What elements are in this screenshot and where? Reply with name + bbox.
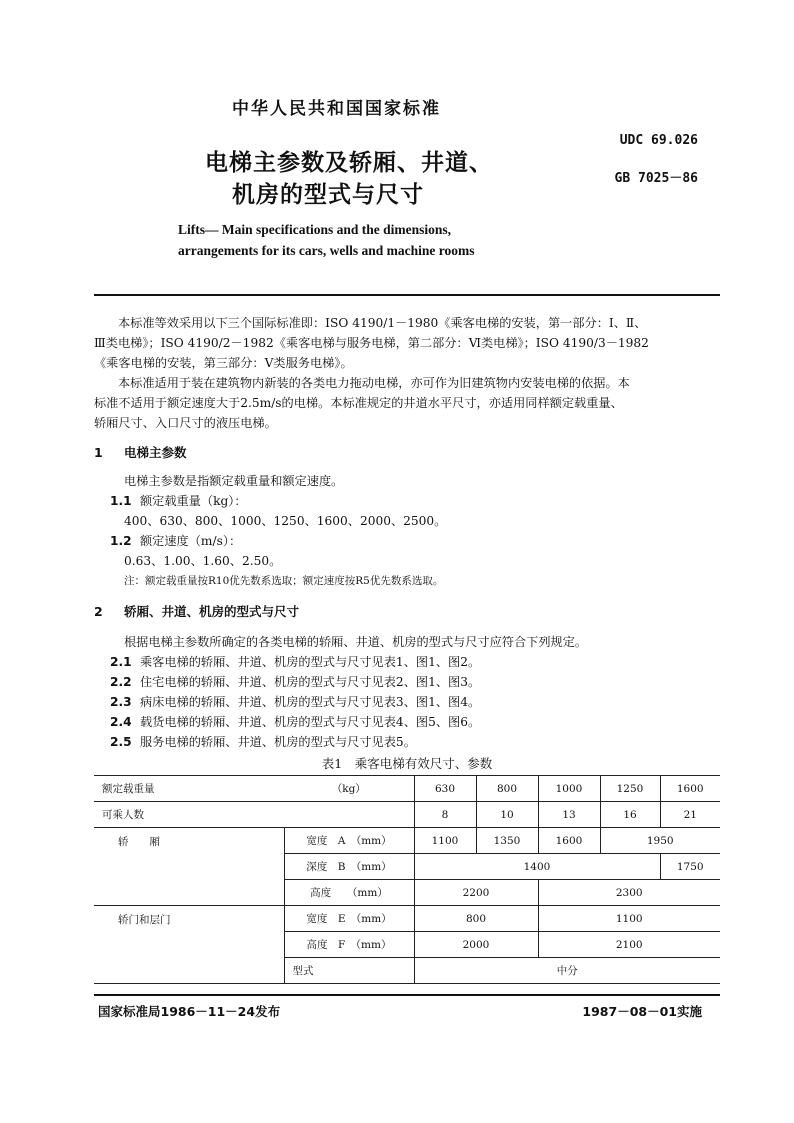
table-cell: 10	[476, 802, 538, 828]
list-item	[94, 652, 720, 672]
intro-line: 轿厢尺寸、入口尺寸的液压电梯。	[94, 416, 277, 430]
issued-date: 国家标准局1986－11－24发布	[98, 1004, 281, 1019]
subsection-title: 额定载重量（kg）：	[140, 494, 247, 508]
subsection-number: 1.1	[110, 494, 132, 508]
cell-unit: （kg）	[284, 776, 414, 802]
table-1-caption: 表1 乘客电梯有效尺寸、参数	[321, 756, 493, 771]
table-cell: 1350	[476, 828, 538, 854]
table-cell: 1100	[538, 906, 720, 932]
section-title: 电梯主参数	[124, 445, 187, 460]
list-item	[94, 712, 720, 732]
item-number: 2.5	[110, 735, 132, 749]
table-cell: 2000	[414, 932, 538, 958]
item-number: 2.1	[110, 655, 132, 669]
list-item	[94, 672, 720, 692]
subsection-number: 1.2	[110, 534, 132, 548]
header-rule	[94, 294, 720, 296]
table-cell: 中分	[414, 958, 720, 984]
item-text: 乘客电梯的轿厢、井道、机房的型式与尺寸见表1、图1、图2。	[140, 655, 481, 669]
section-title: 轿厢、井道、机房的型式与尺寸	[124, 604, 300, 619]
item-number: 2.3	[110, 695, 132, 709]
intro-line: Ⅲ类电梯》；ISO 4190/2－1982《乘客电梯与服务电梯，第二部分：Ⅵ类电梯》；ISO 4190/3－1982	[94, 336, 649, 350]
table-cell: 16	[600, 802, 660, 828]
table-cell: 2300	[538, 880, 720, 906]
section-number: 2	[94, 604, 103, 619]
table-cell: 1750	[660, 854, 720, 880]
section-1-heading	[94, 443, 720, 463]
table-row	[94, 802, 720, 828]
table-cell: 1400	[414, 854, 660, 880]
subsection-title: 额定速度（m/s）：	[140, 534, 242, 548]
title-line-2: 机房的型式与尺寸	[232, 182, 424, 208]
table-cell: 1950	[600, 828, 720, 854]
english-title-line-2: arrangements for its cars, wells and machine rooms	[178, 243, 475, 258]
section-2-heading	[94, 602, 720, 622]
item-text: 病床电梯的轿厢、井道、机房的型式与尺寸见表3、图1、图4。	[140, 695, 481, 709]
cell-label: 宽度 A （mm）	[284, 828, 414, 854]
item-text: 服务电梯的轿厢、井道、机房的型式与尺寸见表5。	[140, 735, 416, 749]
gb-code: GB 7025－86	[614, 171, 698, 186]
item-number: 2.2	[110, 675, 132, 689]
table-cell: 630	[414, 776, 476, 802]
table-cell: 800	[414, 906, 538, 932]
table-cell: 21	[660, 802, 720, 828]
item-text: 载货电梯的轿厢、井道、机房的型式与尺寸见表4、图5、图6。	[140, 715, 481, 729]
table-cell: 2200	[414, 880, 538, 906]
list-item	[94, 692, 720, 712]
english-title-line-1: Lifts— Main specifications and the dimensions,	[178, 222, 452, 237]
section-1-note: 注：额定载重量按R10优先数系选取；额定速度按R5优先数系选取。	[124, 575, 444, 587]
intro-line: 标准不适用于额定速度大于2.5m/s的电梯。本标准规定的井道水平尺寸，亦适用同样额定载重量、	[94, 396, 623, 410]
udc-code: UDC 69.026	[619, 133, 698, 148]
cell-group-label: 轿门和层门	[94, 906, 284, 984]
table-cell: 13	[538, 802, 600, 828]
intro-line: 《乘客电梯的安装，第三部分：Ⅴ类服务电梯》。	[94, 356, 353, 370]
intro-line: 本标准等效采用以下三个国际标准即：ISO 4190/1－1980《乘客电梯的安装，第一部分：Ⅰ、Ⅱ、	[118, 316, 647, 330]
cell-label: 高度 （mm）	[284, 880, 414, 906]
cell-label: 高度 F （mm）	[284, 932, 414, 958]
cell-label: 额定载重量	[94, 776, 284, 802]
table-cell: 1000	[538, 776, 600, 802]
table-row	[94, 828, 720, 854]
cell-label: 宽度 E （mm）	[284, 906, 414, 932]
table-row	[94, 906, 720, 932]
table-cell: 1250	[600, 776, 660, 802]
table-1	[94, 775, 720, 984]
section-number: 1	[94, 445, 103, 460]
issuing-country-standard-header: 中华人民共和国国家标准	[232, 99, 441, 119]
table-cell: 1100	[414, 828, 476, 854]
table-row	[94, 776, 720, 802]
cell-label: 可乘人数	[94, 802, 414, 828]
cell-label: 深度 B （mm）	[284, 854, 414, 880]
cell-label: 型式	[284, 958, 414, 984]
subsection-1-2	[94, 531, 720, 551]
section-2-text: 根据电梯主参数所确定的各类电梯的轿厢、井道、机房的型式与尺寸应符合下列规定。	[124, 635, 588, 649]
table-cell: 2100	[538, 932, 720, 958]
table-cell: 8	[414, 802, 476, 828]
table-cell: 1600	[538, 828, 600, 854]
intro	[94, 313, 720, 433]
subsection-1-1	[94, 491, 720, 511]
item-text: 住宅电梯的轿厢、井道、机房的型式与尺寸见表2、图1、图3。	[140, 675, 481, 689]
speed-values: 0.63、1.00、1.60、2.50。	[124, 554, 282, 568]
item-number: 2.4	[110, 715, 132, 729]
table-cell: 800	[476, 776, 538, 802]
section-2	[94, 602, 720, 752]
cell-group-label: 轿 厢	[94, 828, 284, 906]
title-line-1: 电梯主参数及轿厢、井道、	[205, 150, 493, 176]
load-values: 400、630、800、1000、1250、1600、2000、2500。	[124, 514, 447, 528]
table-cell: 1600	[660, 776, 720, 802]
intro-line: 本标准适用于装在建筑物内新装的各类电力拖动电梯，亦可作为旧建筑物内安装电梯的依据。本	[118, 376, 630, 390]
section-1-text: 电梯主参数是指额定载重量和额定速度。	[124, 474, 344, 488]
footer-rule	[94, 994, 720, 996]
section-1	[94, 443, 720, 591]
effective-date: 1987－08－01实施	[582, 1004, 702, 1019]
list-item	[94, 732, 720, 752]
